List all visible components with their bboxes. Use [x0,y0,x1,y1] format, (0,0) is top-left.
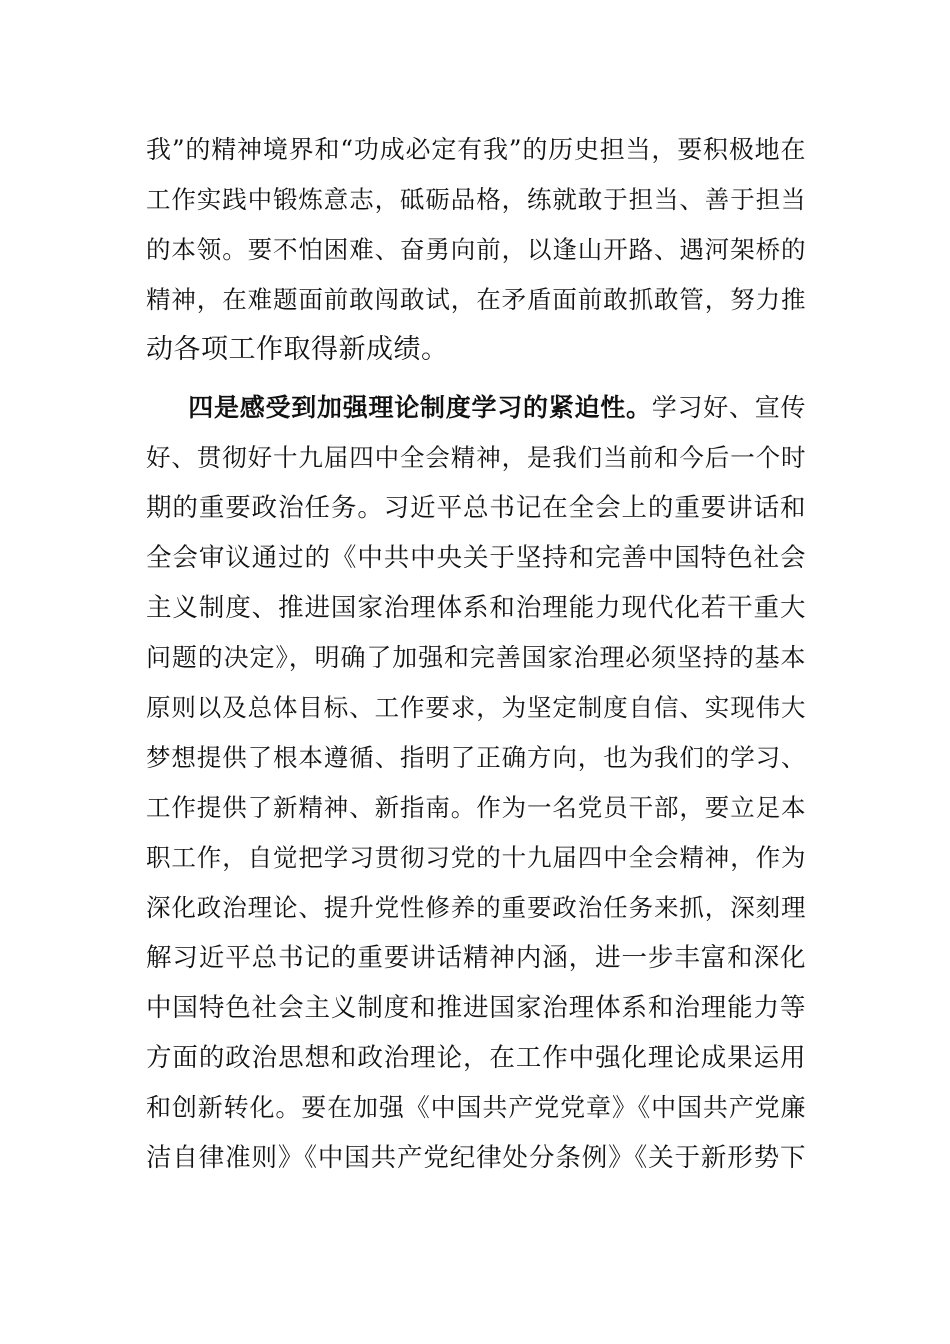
heading-line-rest: 学习好、宣传 [651,393,806,422]
text-line: 精神，在难题面前敢闯敢试，在矛盾面前敢抓敢管，努力推 [146,285,806,314]
paragraph-2 [146,383,806,1183]
text-line: 动各项工作取得新成绩。 [146,334,449,365]
text-line: 期的重要政治任务。习近平总书记在全会上的重要讲话和 [146,493,806,523]
text-line: 深化政治理论、提升党性修养的重要政治任务来抓，深刻理 [146,893,806,922]
text-line: 方面的政治思想和政治理论，在工作中强化理论成果运用 [146,1043,806,1073]
text-line: 和创新转化。要在加强《中国共产党党章》《中国共产党廉 [146,1093,806,1122]
text-line: 中国特色社会主义制度和推进国家治理体系和治理能力等 [146,993,806,1023]
text-line: 主义制度、推进国家治理体系和治理能力现代化若干重大 [146,593,806,623]
text-line: 工作实践中锻炼意志，砥砺品格，练就敢于担当、善于担当 [146,185,806,214]
paragraph-heading: 四是感受到加强理论制度学习的紧迫性。 [188,393,652,422]
text-line: 原则以及总体目标、工作要求，为坚定制度自信、实现伟大 [146,693,806,722]
text-line: 工作提供了新精神、新指南。作为一名党员干部，要立足本 [146,793,806,822]
text-line: 我”的精神境界和“功成必定有我”的历史担当，要积极地在 [146,135,806,164]
text-line: 职工作，自觉把学习贯彻习党的十九届四中全会精神，作为 [146,843,806,872]
text-line: 洁自律准则》《中国共产党纪律处分条例》《关于新形势下 [146,1143,806,1173]
text-line: 好、贯彻好十九届四中全会精神，是我们当前和今后一个时 [146,443,806,472]
text-line: 梦想提供了根本遵循、指明了正确方向，也为我们的学习、 [146,743,806,772]
text-line-first [146,383,806,433]
text-line: 解习近平总书记的重要讲话精神内涵，进一步丰富和深化 [146,943,806,973]
text-line: 的本领。要不怕困难、奋勇向前，以逢山开路、遇河架桥的 [146,235,806,264]
text-line: 问题的决定》，明确了加强和完善国家治理必须坚持的基本 [146,643,806,672]
paragraph-1 [146,125,806,375]
text-line: 全会审议通过的《中共中央关于坚持和完善中国特色社会 [146,543,806,573]
